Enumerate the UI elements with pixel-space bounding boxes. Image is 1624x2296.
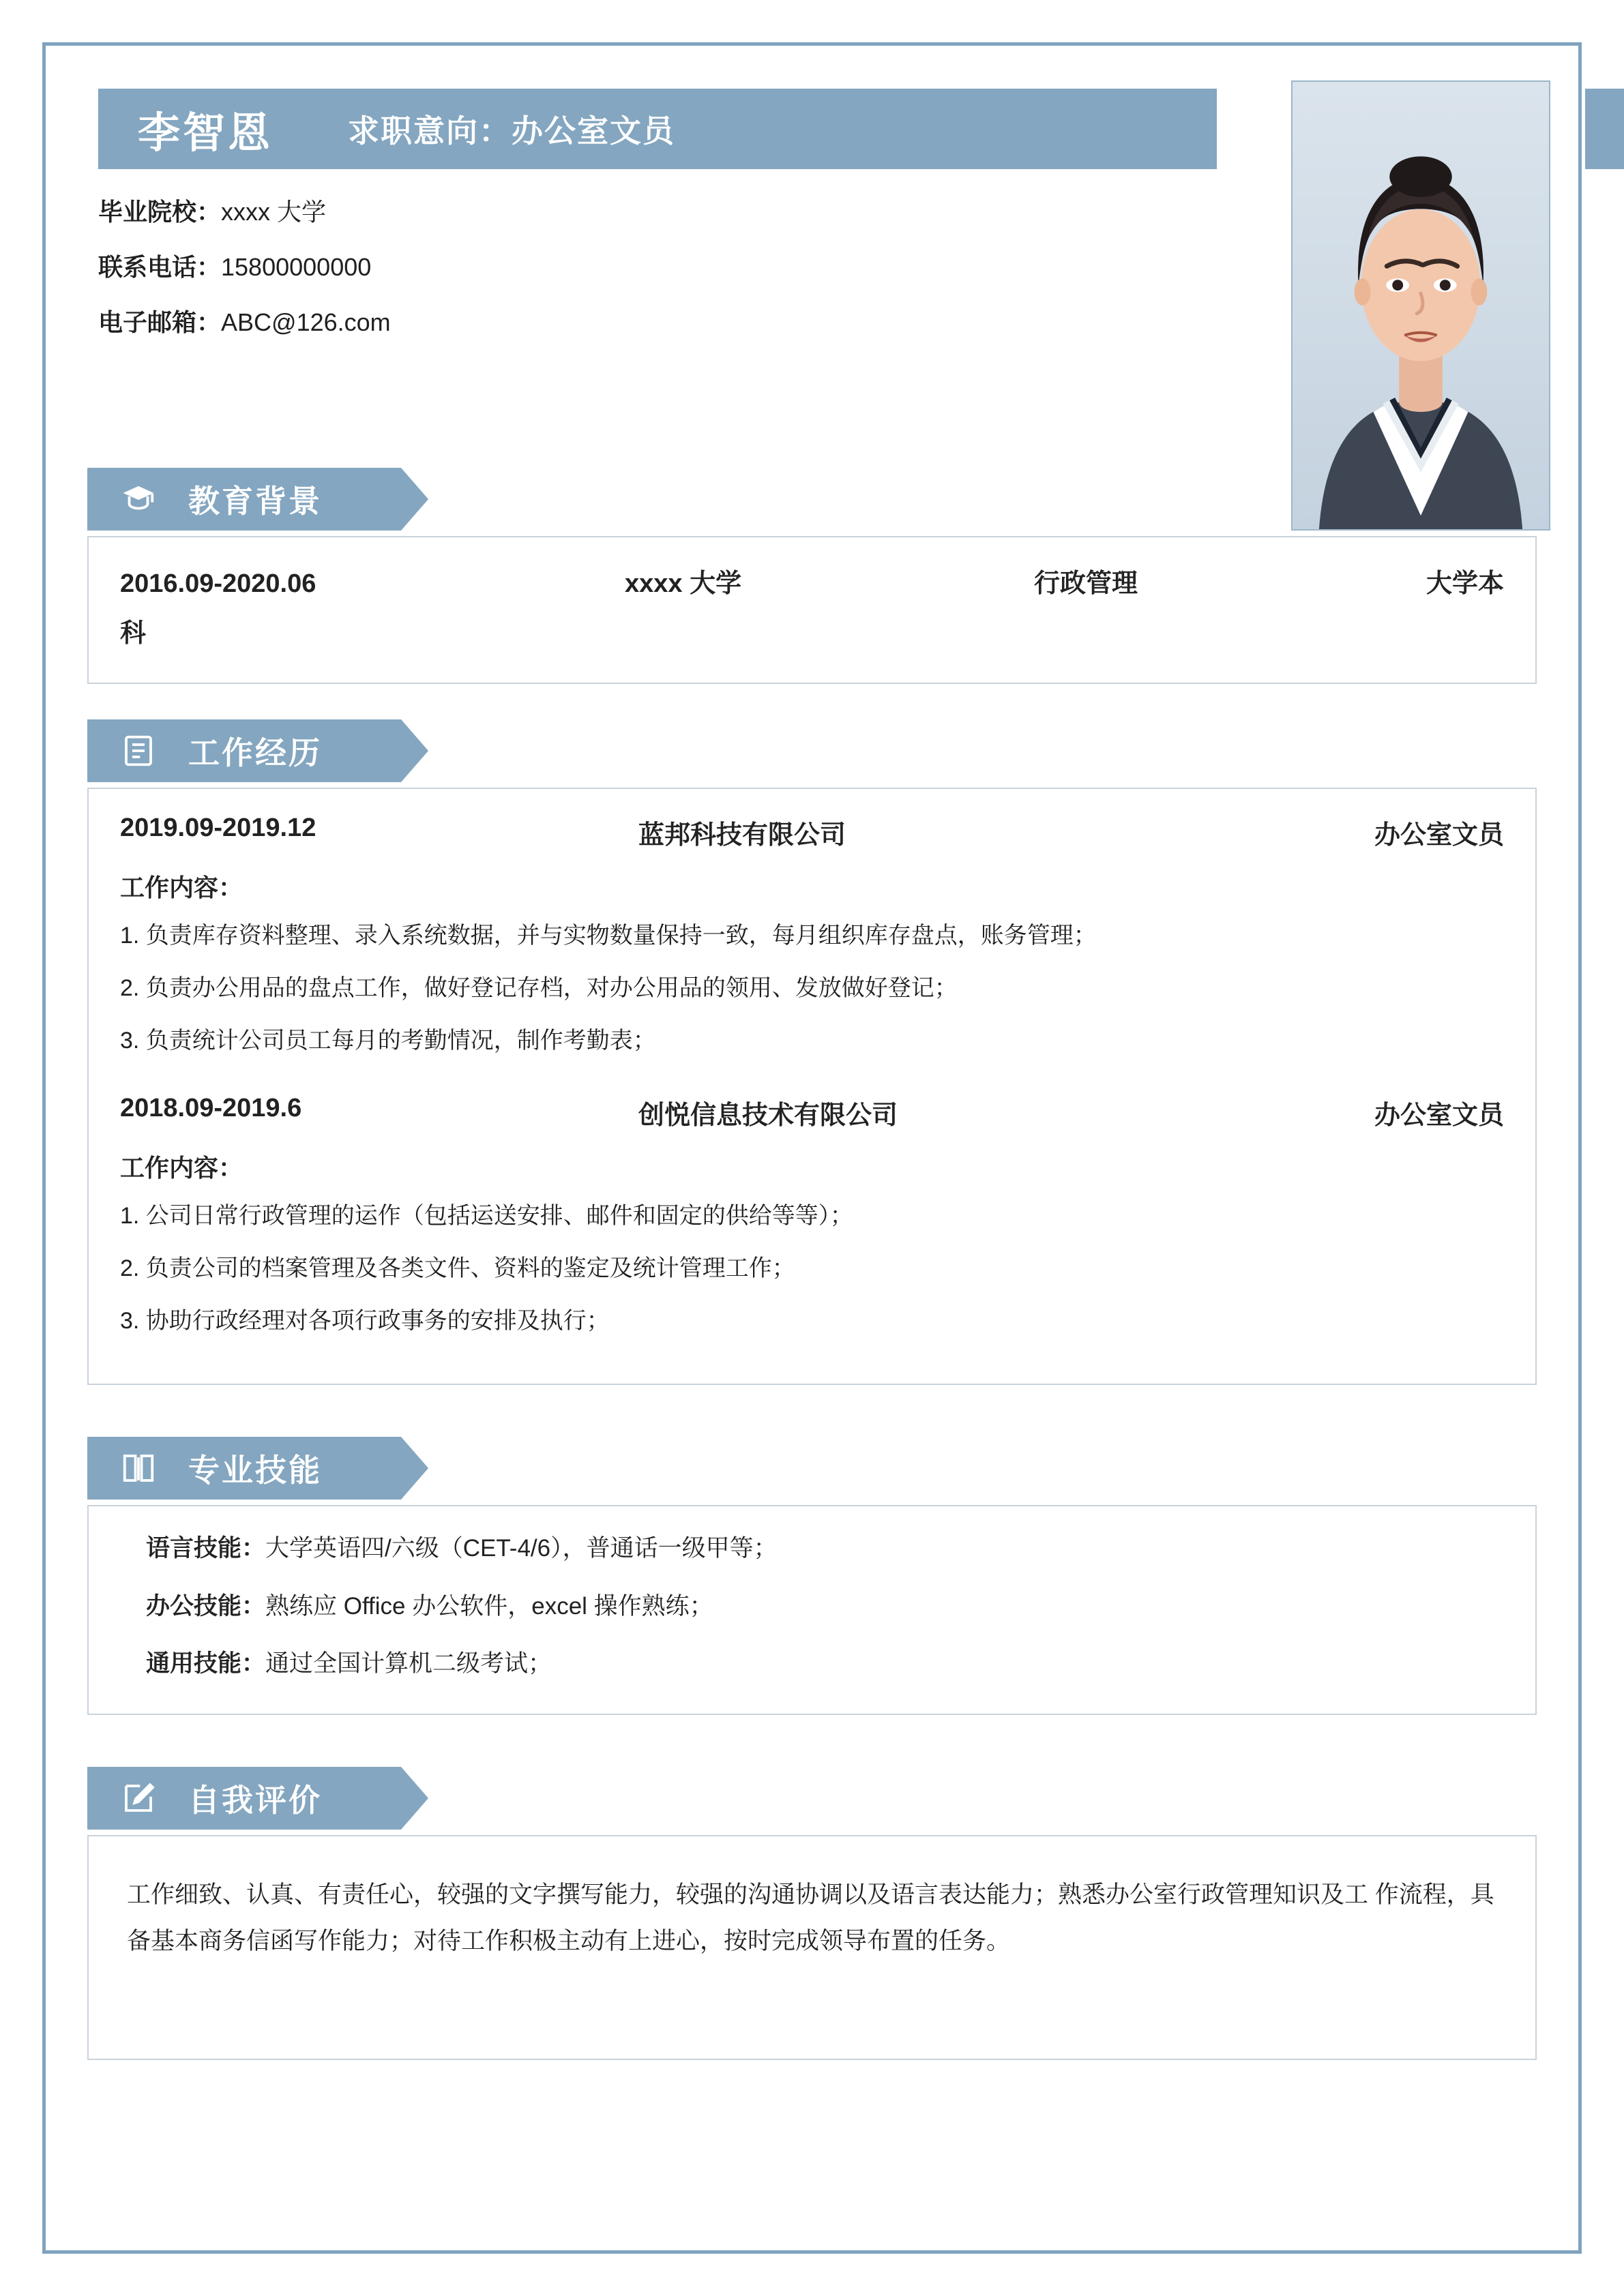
- header: [87, 74, 1537, 456]
- contact-value: 15800000000: [221, 253, 372, 281]
- portrait-illustration: [1293, 82, 1549, 529]
- section-title-work: [87, 719, 428, 782]
- work-content-label: 工作内容：: [120, 1154, 243, 1182]
- section-label: 专业技能: [188, 1452, 322, 1489]
- profile-photo: [1291, 80, 1550, 531]
- pencil-square-icon: [120, 1780, 157, 1817]
- contact-value: xxxx 大学: [221, 198, 327, 226]
- work-entry: [120, 1094, 1504, 1339]
- work-duty: 1. 负责库存资料整理、录入系统数据，并与实物数量保持一致，每月组织库存盘点，账务管理；: [120, 923, 1097, 949]
- skill-row-language: [120, 1531, 1504, 1567]
- section-label: 工作经历: [188, 735, 322, 771]
- education-major: 行政管理: [1034, 569, 1138, 598]
- education-entry: [120, 562, 1504, 655]
- work-date: 2019.09-2019.12: [120, 814, 316, 843]
- candidate-name: 李智恩: [138, 109, 274, 157]
- work-duty: 3. 协助行政经理对各项行政事务的安排及执行；: [120, 1308, 610, 1335]
- education-degree-overflow: 科: [120, 618, 147, 648]
- skill-label: 通用技能：: [146, 1650, 266, 1678]
- name-bar: [98, 89, 1217, 169]
- education-date: 2016.09-2020.06: [120, 569, 316, 598]
- contact-info: [98, 200, 391, 366]
- accent-block: [1585, 89, 1624, 169]
- work-company: 蓝邦科技有限公司: [638, 821, 846, 850]
- section-title-evaluation: [87, 1767, 428, 1830]
- skill-row-office: [120, 1589, 1504, 1625]
- work-position: 办公室文员: [1374, 1101, 1504, 1131]
- education-degree: 大学本: [1426, 569, 1504, 598]
- skill-label: 办公技能：: [146, 1592, 266, 1620]
- job-objective: 求职意向：办公室文员: [348, 113, 676, 149]
- contact-label: 联系电话：: [98, 253, 222, 281]
- section-title-education: [87, 468, 428, 531]
- work-position: 办公室文员: [1374, 821, 1504, 850]
- contact-value: ABC@126.com: [221, 308, 391, 336]
- work-company: 创悦信息技术有限公司: [638, 1101, 898, 1131]
- education-box: [87, 536, 1537, 684]
- skills-box: [87, 1505, 1537, 1715]
- skill-value: 通过全国计算机二级考试；: [265, 1650, 552, 1678]
- graduation-cap-icon: [120, 481, 157, 518]
- contact-label: 电子邮箱：: [98, 308, 222, 336]
- clipboard-icon: [120, 732, 157, 769]
- contact-row-school: [98, 200, 391, 224]
- education-school: xxxx 大学: [625, 569, 742, 598]
- skill-row-general: [120, 1646, 1504, 1682]
- work-content-label: 工作内容：: [120, 874, 243, 902]
- skill-label: 语言技能：: [146, 1535, 266, 1562]
- work-duty: 3. 负责统计公司员工每月的考勤情况，制作考勤表；: [120, 1028, 656, 1054]
- resume-content: [87, 74, 1537, 2060]
- book-icon: [120, 1450, 157, 1487]
- work-entry: [120, 814, 1504, 1058]
- contact-row-email: [98, 310, 391, 335]
- work-duty: 2. 负责公司的档案管理及各类文件、资料的鉴定及统计管理工作；: [120, 1255, 795, 1282]
- contact-label: 毕业院校：: [98, 198, 222, 226]
- work-duty: 1. 公司日常行政管理的运作（包括运送安排、邮件和固定的供给等等）；: [120, 1203, 853, 1229]
- work-date: 2018.09-2019.6: [120, 1094, 302, 1123]
- evaluation-text: 工作细致、认真、有责任心，较强的文字撰写能力，较强的沟通协调以及语言表达能力；熟悉办公室行政管理知识及工 作流程，具备基本商务信函写作能力；对待工作积极主动有上进心，按时完成领导布置的任务。: [127, 1881, 1494, 1954]
- work-box: [87, 788, 1537, 1385]
- work-duty: 2. 负责办公用品的盘点工作，做好登记存档，对办公用品的领用、发放做好登记；: [120, 975, 958, 1002]
- skill-value: 大学英语四/六级（CET-4/6），普通话一级甲等；: [265, 1535, 778, 1562]
- contact-row-phone: [98, 255, 391, 280]
- section-label: 教育背景: [188, 483, 322, 519]
- skill-value: 熟练应 Office 办公软件，excel 操作熟练；: [265, 1592, 713, 1620]
- section-title-skills: [87, 1437, 428, 1500]
- section-label: 自我评价: [188, 1782, 322, 1818]
- evaluation-box: [87, 1835, 1537, 2060]
